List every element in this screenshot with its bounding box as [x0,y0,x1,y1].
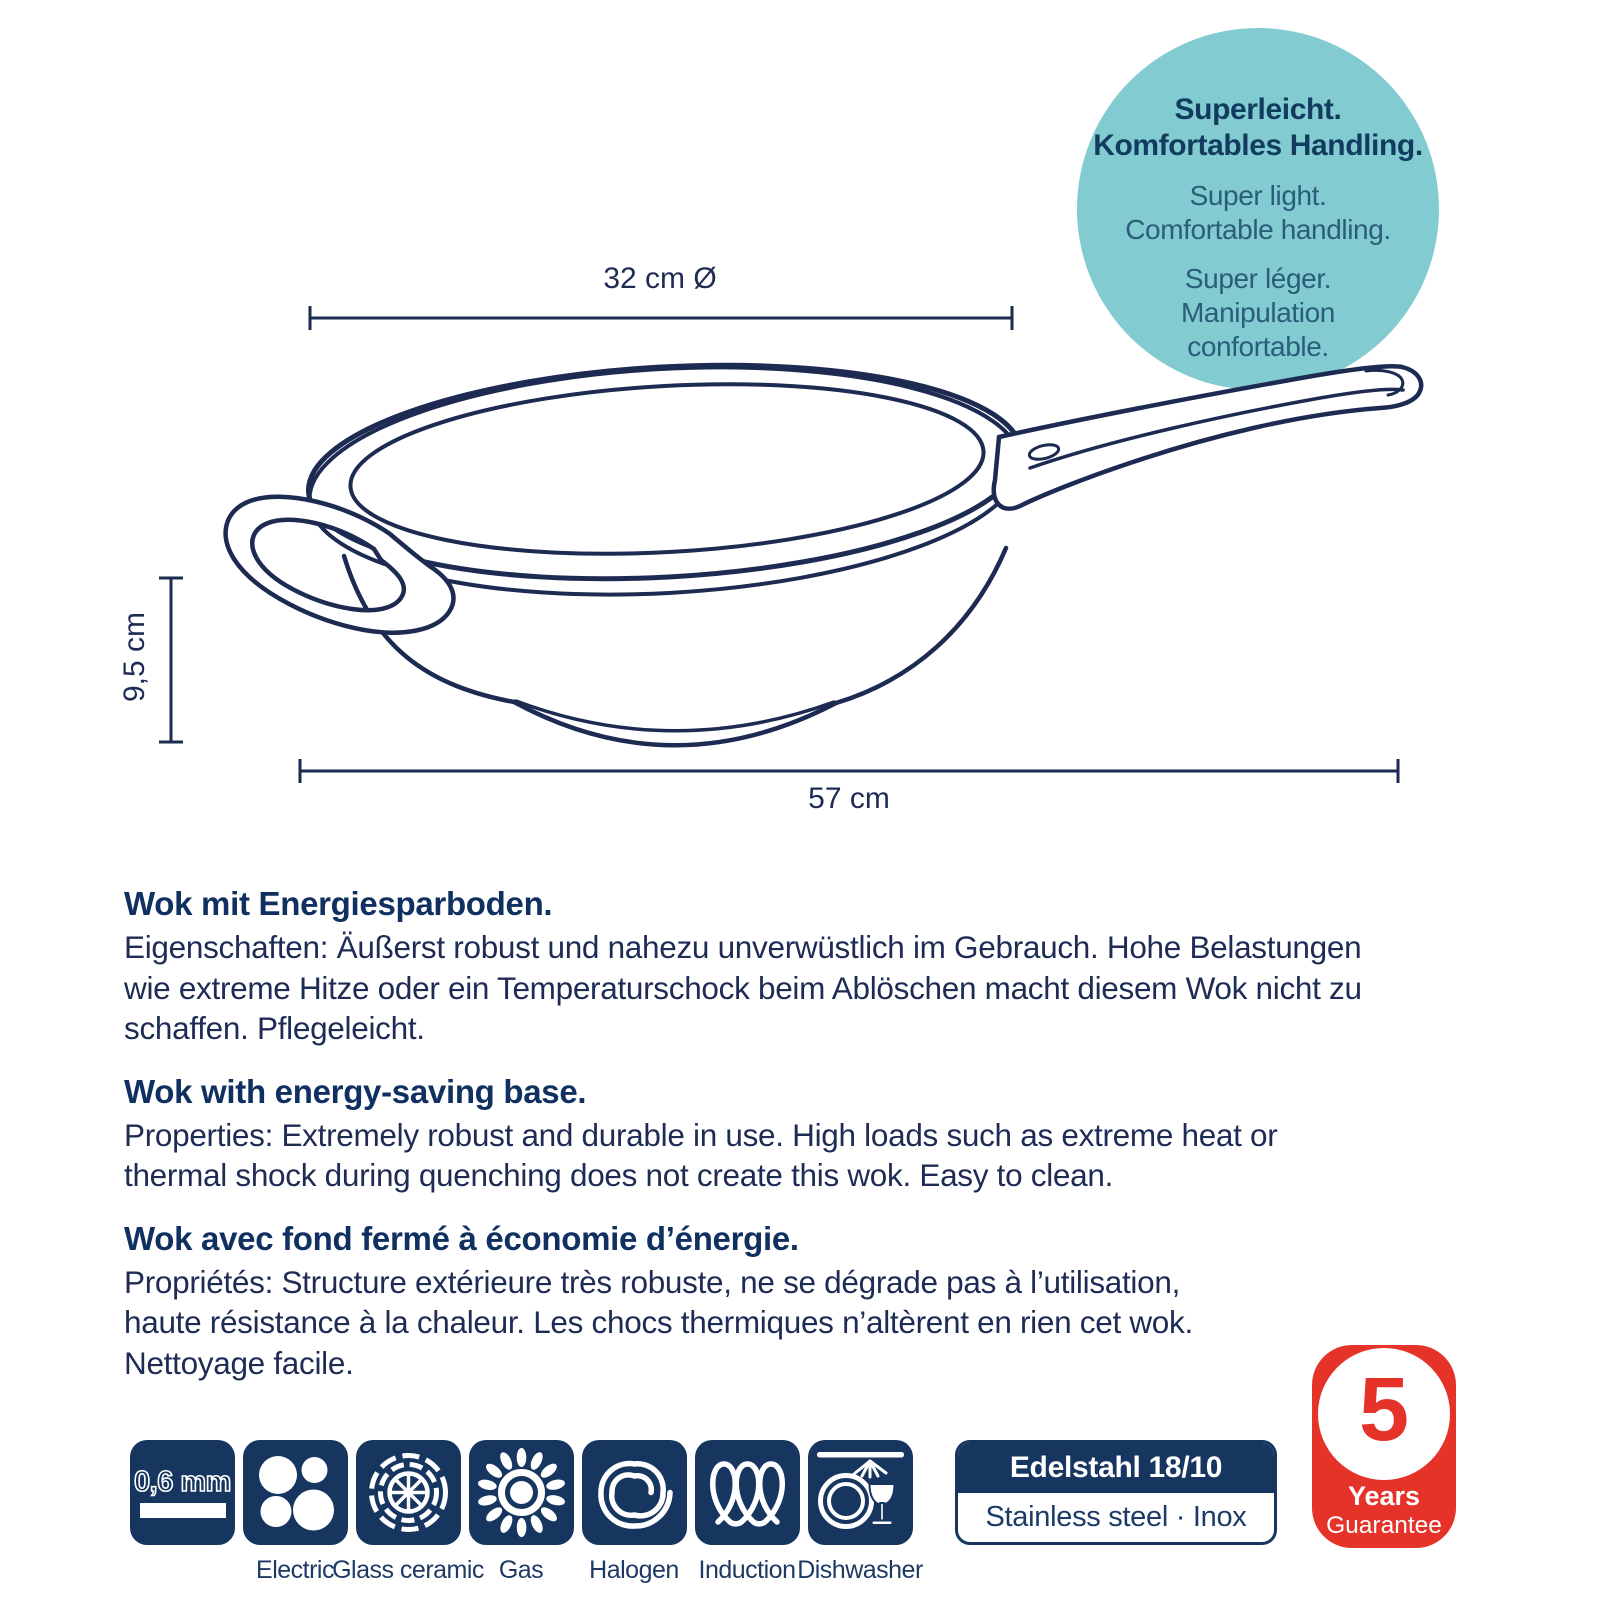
wok-wall-left [344,556,514,702]
dimension-length-label: 57 cm [808,782,890,815]
hob-label-dishwasher: Dishwasher [797,1556,923,1584]
material-badge-subtitle: Stainless steel · Inox [985,1500,1247,1533]
banner-line-fr: Manipulation [1181,297,1335,328]
description-de-line: schaffen. Pflegeleicht. [124,1010,425,1046]
material-badge-title: Edelstahl 18/10 [958,1443,1274,1493]
hob-label-induction: Induction [698,1556,796,1584]
guarantee-label: Guarantee [1326,1512,1442,1539]
description-sections [124,884,1594,1406]
wok-handle-tip-cap [1366,370,1403,395]
banner-text-de [1077,92,1439,164]
description-de-line: wie extreme Hitze oder ein Temperaturschock beim Ablöschen macht diesem Wok nicht zu [124,969,1362,1006]
banner-line-de: Komfortables Handling. [1093,129,1423,162]
banner-line-fr: Super léger. [1184,263,1332,294]
height-dimension-line [159,578,183,742]
banner-line-en: Comfortable handling. [1125,214,1391,245]
feature-icons-row [130,1440,913,1545]
wok-handle [994,366,1421,508]
hob-label-glass-ceramic: Glass ceramic [332,1556,484,1584]
electric-hob-icon [243,1440,348,1545]
thickness-value: 0,6 mm [134,1466,231,1498]
gas-hob-icon [469,1440,574,1545]
description-fr-line: Propriétés: Structure extérieure très robuste, ne se dégrade pas à l’utilisation, [124,1263,1181,1300]
wok-handle-rivet [1028,442,1060,462]
description-en [124,1072,1594,1196]
description-fr-line: Nettoyage facile. [124,1344,354,1381]
description-en-line: thermal shock during quenching does not create this wok. Easy to clean. [124,1157,1114,1193]
description-de-heading: Wok mit Energiesparboden. [124,885,553,922]
description-fr-line: haute résistance à la chaleur. Les chocs thermiques n’altèrent en rien cet wok. [124,1304,1193,1340]
induction-hob-icon [695,1440,800,1545]
guarantee-unit: Years [1347,1481,1421,1511]
wok-wall-right [836,548,1006,703]
description-de-line: Eigenschaften: Äußerst robust und nahezu unverwüstlich im Gebrauch. Hohe Belastungen [124,929,1362,965]
length-dimension-line [300,759,1398,783]
description-de [124,884,1594,1049]
material-thickness-icon [130,1440,235,1545]
banner-text-en [1077,179,1439,247]
hob-label-halogen: Halogen [589,1556,679,1584]
banner-line-de: Superleicht. [1174,93,1342,126]
wok-helper-handle [226,497,454,633]
feature-banner-circle [1077,28,1439,390]
guarantee-badge [1312,1345,1456,1548]
material-badge [955,1440,1277,1545]
description-fr-heading: Wok avec fond fermé à économie d’énergie. [124,1219,799,1257]
wok-base-inner [516,701,834,731]
wok-base-outer [514,702,836,745]
wok-rim-front-edge [303,349,1026,612]
dimension-height-label: 9,5 cm [118,611,151,703]
halogen-hob-icon [582,1440,687,1545]
description-en-line: Properties: Extremely robust and durable in use. High loads such as extreme heat or [124,1116,1278,1153]
guarantee-number: 5 [1358,1360,1410,1460]
dimension-diameter-label: 32 cm Ø [603,262,717,295]
wok-handle-ridge [1030,389,1403,468]
glass-ceramic-hob-icon [356,1440,461,1545]
wok-rim-inner [346,368,988,569]
hob-label-gas: Gas [498,1556,544,1584]
banner-line-fr: confortable. [1187,331,1329,362]
wok-outline [226,347,1422,745]
wok-rim-outer [303,347,1028,597]
guarantee-circle [1318,1348,1450,1480]
banner-line-en: Super light. [1189,180,1327,211]
hob-label-electric: Electric [256,1556,334,1584]
description-en-heading: Wok with energy-saving base. [124,1072,587,1110]
diameter-dimension-line [310,306,1012,330]
thickness-bar [140,1503,226,1518]
dishwasher-safe-icon [808,1440,913,1545]
banner-text-fr [1077,262,1439,364]
